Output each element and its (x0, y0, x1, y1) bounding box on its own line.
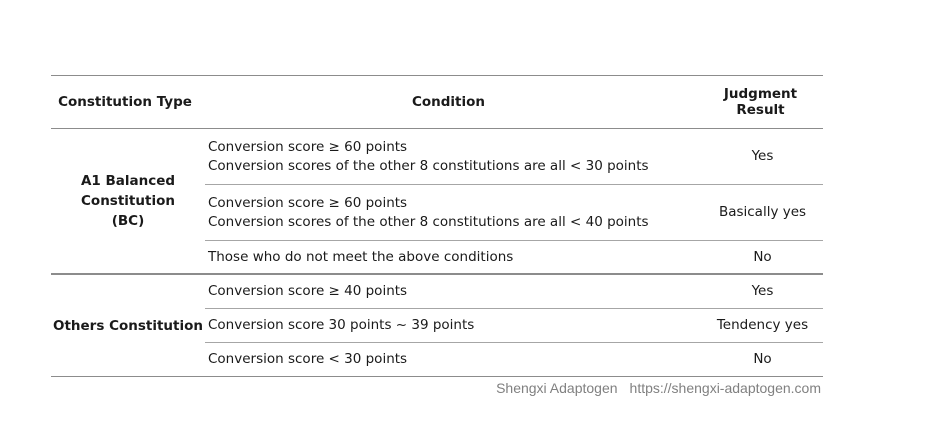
result-cell: Yes (692, 274, 823, 309)
constitution-judgment-table (51, 75, 823, 377)
condition-cell: Those who do not meet the above conditions (205, 241, 692, 275)
table-row (51, 129, 823, 185)
condition-cell: Conversion score < 30 points (205, 343, 692, 377)
condition-line: Conversion score ≥ 60 points (208, 194, 408, 211)
group-label: Others Constitution (51, 274, 205, 377)
condition-line: Conversion scores of the other 8 constitutions are all < 40 points (208, 213, 649, 230)
group-others-constitution (51, 274, 823, 377)
condition-cell (205, 129, 692, 185)
table-row (51, 274, 823, 309)
group-balanced-constitution (51, 129, 823, 275)
group-label-text: A1 Balanced Constitution (BC) (80, 173, 176, 229)
header-judgment-result: Judgment Result (692, 76, 823, 129)
result-cell: No (692, 343, 823, 377)
condition-line: Conversion scores of the other 8 constitutions are all < 30 points (208, 157, 649, 174)
condition-cell (205, 185, 692, 241)
result-cell: Tendency yes (692, 309, 823, 343)
constitution-table-container (51, 75, 823, 377)
result-cell: Basically yes (692, 185, 823, 241)
header-condition: Condition (205, 76, 692, 129)
condition-line: Conversion score ≥ 60 points (208, 138, 408, 155)
footer-brand: Shengxi Adaptogen (496, 380, 618, 396)
condition-cell: Conversion score 30 points ~ 39 points (205, 309, 692, 343)
footer-url[interactable]: https://shengxi-adaptogen.com (629, 380, 821, 396)
result-cell: No (692, 241, 823, 275)
header-constitution-type: Constitution Type (51, 76, 205, 129)
result-cell: Yes (692, 129, 823, 185)
group-label (51, 129, 205, 275)
condition-cell: Conversion score ≥ 40 points (205, 274, 692, 309)
watermark-footer (496, 380, 821, 396)
table-header (51, 76, 823, 129)
header-row (51, 76, 823, 129)
